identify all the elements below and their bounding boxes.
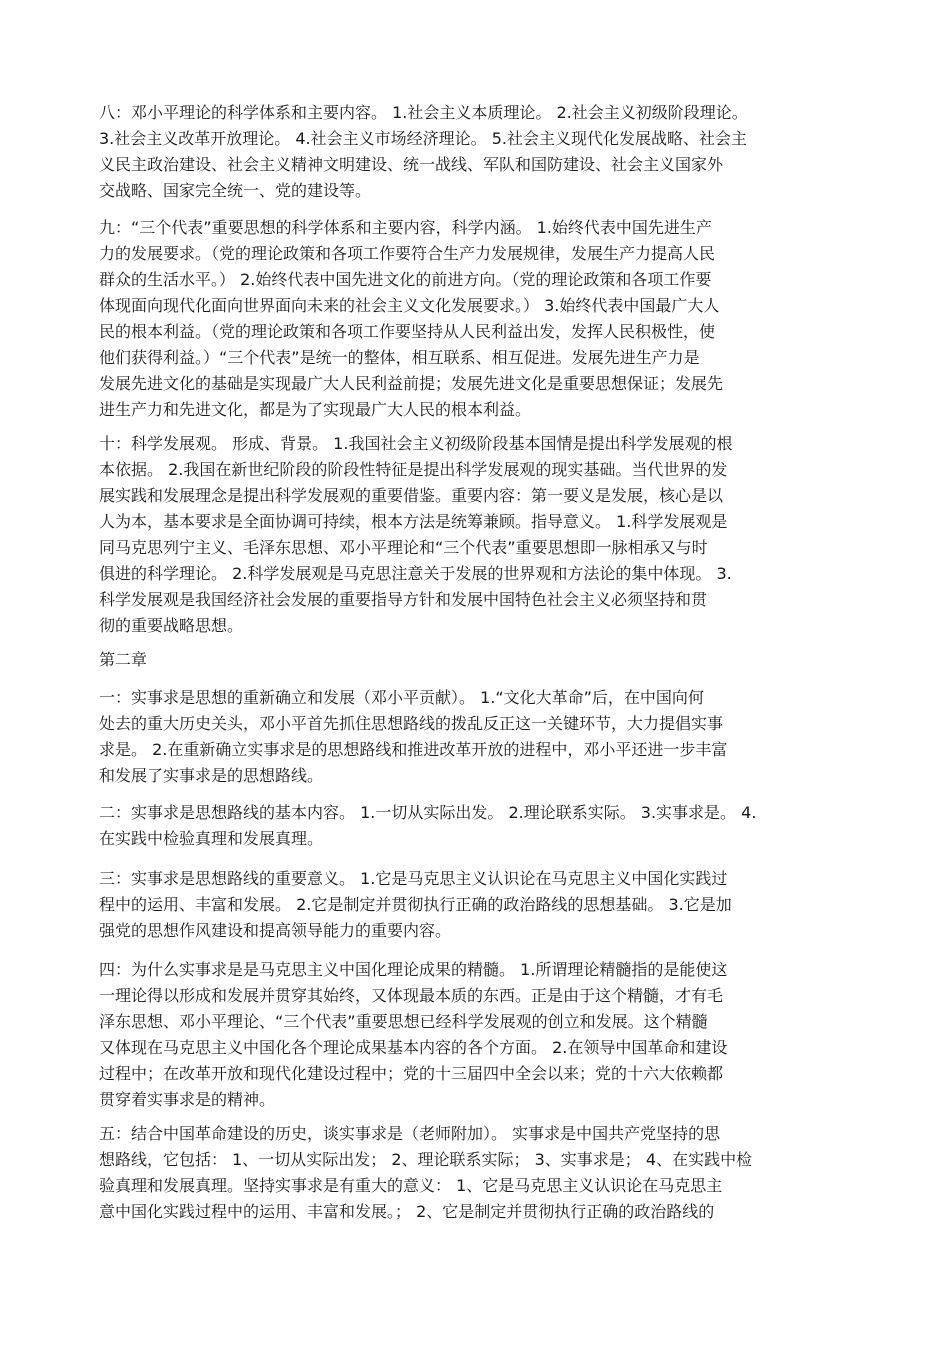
text-line: 进生产力和先进文化，都是为了实现最广大人民的根本利益。 (99, 400, 532, 419)
text-line: 五：结合中国革命建设的历史，谈实事求是（老师附加）。 实事求是中国共产党坚持的思 (99, 1124, 721, 1143)
paragraph-ch2-point-2 (99, 800, 859, 852)
text-line: 十：科学发展观。 形成、背景。 1.我国社会主义初级阶段基本国情是提出科学发展观的根 (99, 434, 733, 453)
text-line: 3.社会主义改革开放理论。 4.社会主义市场经济理论。 5.社会主义现代化发展战略、社会主 (99, 129, 747, 148)
text-line: 想路线，它包括： 1、一切从实际出发； 2、理论联系实际； 3、实事求是； 4、在实践中检 (99, 1150, 753, 1169)
paragraph-ch2-point-1 (99, 685, 859, 789)
text-line: 和发展了实事求是的思想路线。 (99, 766, 324, 785)
chapter-title: 第二章 (99, 650, 148, 669)
paragraph-ch2-point-5 (99, 1121, 859, 1225)
text-line: 验真理和发展真理。坚持实事求是有重大的意义： 1、它是马克思主义认识论在马克思主 (99, 1176, 723, 1195)
text-line: 八：邓小平理论的科学体系和主要内容。 1.社会主义本质理论。 2.社会主义初级阶段理论。 (99, 103, 748, 122)
text-line: 又体现在马克思主义中国化各个理论成果基本内容的各个方面。 2.在领导中国革命和建设 (99, 1038, 728, 1057)
text-line: 一：实事求是思想的重新确立和发展（邓小平贡献）。 1.“文化大革命”后，在中国向何 (99, 688, 704, 707)
text-line: 一理论得以形成和发展并贯穿其始终，又体现最本质的东西。正是由于这个精髓，才有毛 (99, 986, 724, 1005)
text-line: 本依据。 2.我国在新世纪阶段的阶段性特征是提出科学发展观的现实基础。当代世界的发 (99, 460, 728, 479)
paragraph-point-8 (99, 100, 859, 204)
paragraph-point-10 (99, 431, 859, 639)
text-line: 处去的重大历史关头，邓小平首先抓住思想路线的拨乱反正这一关键环节，大力提倡实事 (99, 714, 724, 733)
text-line: 同马克思列宁主义、毛泽东思想、邓小平理论和“三个代表”重要思想即一脉相承又与时 (99, 538, 708, 557)
text-line: 贯穿着实事求是的精神。 (99, 1090, 276, 1109)
text-line: 意中国化实践过程中的运用、丰富和发展。； 2、它是制定并贯彻执行正确的政治路线的 (99, 1202, 715, 1221)
text-line: 展实践和发展理念是提出科学发展观的重要借鉴。重要内容：第一要义是发展，核心是以 (99, 486, 724, 505)
paragraph-ch2-point-4 (99, 957, 859, 1113)
text-line: 发展先进文化的基础是实现最广大人民利益前提；发展先进文化是重要思想保证；发展先 (99, 374, 724, 393)
text-line: 四：为什么实事求是是马克思主义中国化理论成果的精髓。 1.所谓理论精髓指的是能使这 (99, 960, 728, 979)
text-line: 科学发展观是我国经济社会发展的重要指导方针和发展中国特色社会主义必须坚持和贯 (99, 590, 708, 609)
text-line: 程中的运用、丰富和发展。 2.它是制定并贯彻执行正确的政治路线的思想基础。 3.它是加 (99, 895, 732, 914)
text-line: 三：实事求是思想路线的重要意义。 1.它是马克思主义认识论在马克思主义中国化实践过 (99, 869, 728, 888)
text-line: 人为本，基本要求是全面协调可持续，根本方法是统筹兼顾。指导意义。 1.科学发展观是 (99, 512, 728, 531)
paragraph-ch2-point-3 (99, 866, 859, 944)
text-line: 过程中；在改革开放和现代化建设过程中；党的十三届四中全会以来；党的十六大依赖都 (99, 1064, 724, 1083)
text-line: 泽东思想、邓小平理论、“三个代表”重要思想已经科学发展观的创立和发展。这个精髓 (99, 1012, 708, 1031)
text-line: 在实践中检验真理和发展真理。 (99, 829, 324, 848)
text-line: 二：实事求是思想路线的基本内容。 1.一切从实际出发。 2.理论联系实际。 3.实事求是。 4. (99, 803, 757, 822)
text-line: 群众的生活水平。） 2.始终代表中国先进文化的前进方向。（党的理论政策和各项工作要 (99, 270, 712, 289)
text-line: 体现面向现代化面向世界面向未来的社会主义文化发展要求。） 3.始终代表中国最广大人 (99, 296, 720, 315)
text-line: 求是。 2.在重新确立实事求是的思想路线和推进改革开放的进程中，邓小平还进一步丰富 (99, 740, 728, 759)
text-line: 彻的重要战略思想。 (99, 616, 244, 635)
text-line: 义民主政治建设、社会主义精神文明建设、统一战线、军队和国防建设、社会主义国家外 (99, 155, 724, 174)
text-line: 力的发展要求。（党的理论政策和各项工作要符合生产力发展规律，发展生产力提高人民 (99, 244, 716, 263)
text-line: 他们获得利益。）“三个代表”是统一的整体，相互联系、相互促进。发展先进生产力是 (99, 348, 700, 367)
text-line: 强党的思想作风建设和提高领导能力的重要内容。 (99, 921, 452, 940)
paragraph-point-9 (99, 215, 859, 423)
text-line: 民的根本利益。（党的理论政策和各项工作要坚持从人民利益出发，发挥人民积极性，使 (99, 322, 716, 341)
text-line: 九：“三个代表”重要思想的科学体系和主要内容，科学内涵。 1.始终代表中国先进生产 (99, 218, 712, 237)
text-line: 俱进的科学理论。 2.科学发展观是马克思注意关于发展的世界观和方法论的集中体现。 3. (99, 564, 732, 583)
chapter-heading (99, 647, 859, 673)
text-line: 交战略、国家完全统一、党的建设等。 (99, 181, 372, 200)
